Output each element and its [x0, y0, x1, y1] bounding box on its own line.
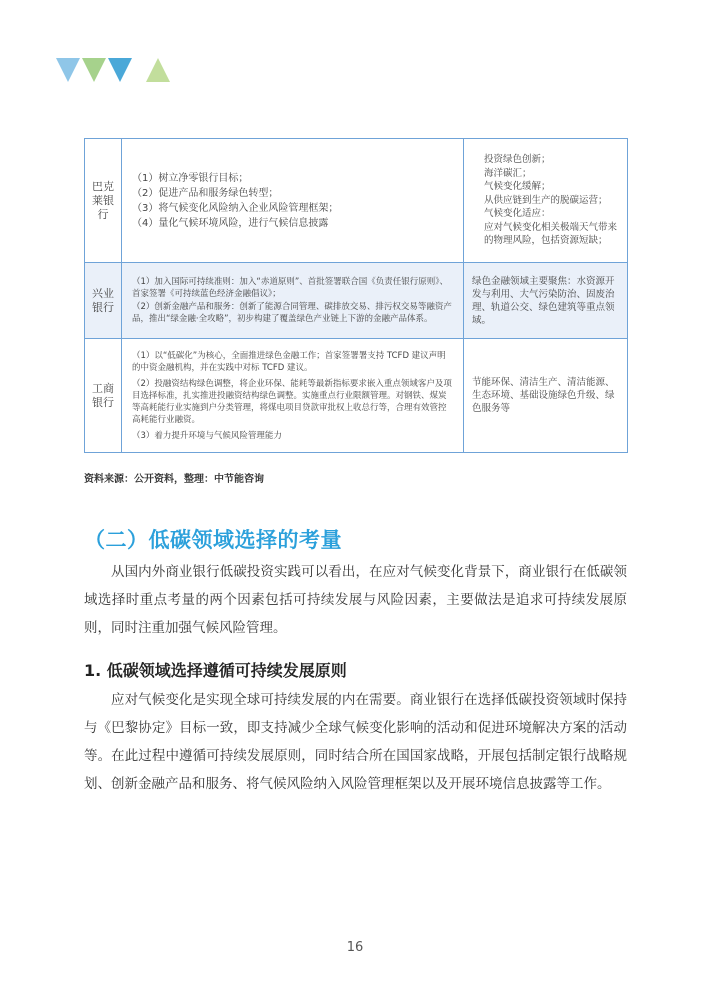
focus-area-item: 绿色金融领域主要聚焦：水资源开发与利用、大气污染防治、固废治理、轨道公交、绿色建筑等重点领域。 [472, 275, 615, 326]
strategy-item: （4）量化气候环境风险，进行气候信息披露 [132, 217, 329, 229]
logo-triangles [56, 58, 176, 84]
bank-name-cell: 兴业银行 [85, 263, 122, 339]
strategy-item: （2）创新金融产品和服务：创新了能源合同管理、碳排放交易、排污权交易等融资产品，推出“绿金融·全攻略”，初步构建了覆盖绿色产业链上下游的金融产品体系。 [132, 301, 452, 324]
bank-strategy-table [84, 138, 628, 453]
section-title: （二）低碳领域选择的考量 [84, 528, 342, 552]
strategy-cell [122, 339, 464, 453]
logo-triangle-1 [56, 58, 80, 82]
focus-area-item: 投资绿色创新； [484, 154, 551, 166]
body-paragraph: 从国内外商业银行低碳投资实践可以看出，在应对气候变化背景下，商业银行在低碳领域选择时重点考量的两个因素包括可持续发展与风险因素，主要做法是追求可持续发展原则，同时注重加强气候风险管理。 [84, 564, 627, 636]
table-row-industrial-bank [85, 263, 628, 339]
strategy-cell [122, 263, 464, 339]
logo-triangle-2 [82, 58, 106, 82]
body-paragraph: 应对气候变化是实现全球可持续发展的内在需要。商业银行在选择低碳投资领域时保持与《巴黎协定》目标一致，即支持减少全球气候变化影响的活动和促进环境解决方案的活动等。在此过程中遵循可持续发展原则，同时结合所在国国家战略，开展包括制定银行战略规划、创新金融产品和服务、将气候风险纳入风险管理框架以及开展环境信息披露等工作。 [84, 692, 627, 792]
bank-name-cell: 巴克莱银行 [85, 139, 122, 263]
focus-area-cell [464, 263, 628, 339]
page-number: 16 [346, 940, 364, 955]
logo-triangle-3 [108, 58, 132, 82]
strategy-item: （3）着力提升环境与气候风险管理能力 [132, 430, 282, 441]
table-row-barclays [85, 139, 628, 263]
strategy-item: （2）促进产品和服务绿色转型； [132, 187, 279, 199]
strategy-cell [122, 139, 464, 263]
focus-area-item: 应对气候变化相关极端天气带来的物理风险，包括资源短缺； [484, 221, 618, 247]
bank-name-cell: 工商银行 [85, 339, 122, 453]
logo-triangle-4 [146, 58, 170, 82]
subheading: 1. 低碳领域选择遵循可持续发展原则 [84, 661, 347, 680]
focus-area-item: 海洋碳汇； [484, 167, 532, 179]
focus-area-item: 气候变化适应： [484, 208, 551, 220]
strategy-item: （1）加入国际可持续准则：加入“赤道原则”、首批签署联合国《负责任银行原则》、首家签署《可持续蓝色经济金融倡议》； [132, 276, 448, 299]
strategy-item: （2）投融资结构绿色调整，将企业环保、能耗等最新指标要求嵌入重点领域客户及项目选择标准，扎实推进投融资结构绿色调整。实施重点行业限额管理。对钢铁、煤炭等高耗能行业实施到户分类管理，将煤电项目贷款审批权上收总行等，合理有效管控高耗能行业融资。 [132, 378, 452, 425]
focus-area-item: 从供应链到生产的脱碳运营； [484, 194, 608, 206]
focus-area-item: 节能环保、清洁生产、清洁能源、生态环境、基础设施绿色升级、绿色服务等 [472, 377, 615, 414]
table-row-icbc [85, 339, 628, 453]
strategy-item: （1）以“低碳化”为核心，全面推进绿色金融工作；首家签署署支持 TCFD 建议声明的中资金融机构，并在实践中对标 TCFD 建议。 [132, 350, 446, 373]
focus-area-cell [464, 139, 628, 263]
focus-area-item: 气候变化缓解； [484, 181, 551, 193]
strategy-item: （3）将气候变化风险纳入企业风险管理框架； [132, 202, 339, 214]
strategy-item: （1）树立净零银行目标； [132, 172, 249, 184]
focus-area-cell [464, 339, 628, 453]
table-source-note: 资料来源：公开资料，整理：中节能咨询 [84, 474, 264, 485]
